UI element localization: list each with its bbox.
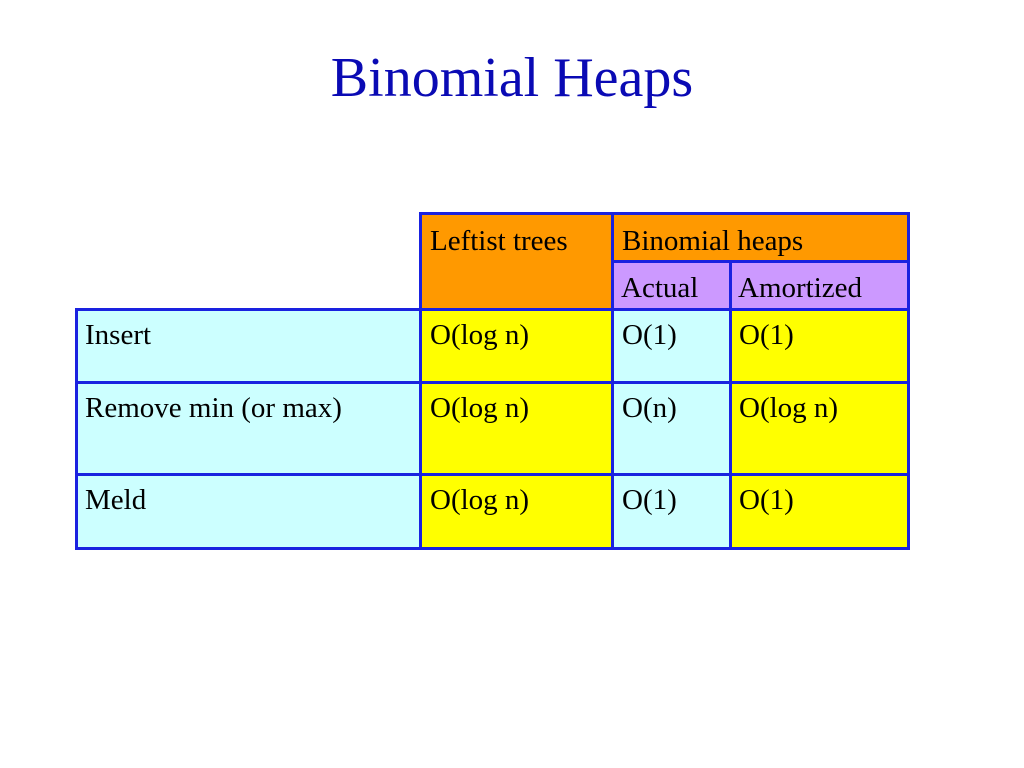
table-border — [419, 212, 910, 215]
table-border — [75, 473, 910, 476]
row-remove-min-op: Remove min (or max) — [76, 382, 421, 474]
header-amortized: Amortized — [730, 262, 908, 309]
row-insert-actual: O(1) — [613, 309, 730, 382]
table-border — [419, 212, 422, 311]
table-border — [419, 308, 422, 550]
table-border — [729, 260, 732, 550]
slide-title: Binomial Heaps — [330, 47, 694, 109]
row-insert-leftist: O(log n) — [421, 309, 613, 382]
row-remove-min-leftist: O(log n) — [421, 382, 613, 474]
header-leftist-trees: Leftist trees — [421, 213, 613, 309]
row-remove-min-actual: O(n) — [613, 382, 730, 474]
table-border — [611, 260, 910, 263]
row-meld-leftist: O(log n) — [421, 474, 613, 549]
table-border — [75, 547, 910, 550]
row-meld-op: Meld — [76, 474, 421, 549]
table-border — [75, 308, 78, 550]
row-insert-amortized: O(1) — [730, 309, 908, 382]
row-insert-op: Insert — [76, 309, 421, 382]
table-border — [75, 381, 910, 384]
table-border — [75, 308, 910, 311]
row-meld-amortized: O(1) — [730, 474, 908, 549]
row-meld-actual: O(1) — [613, 474, 730, 549]
header-actual: Actual — [613, 262, 730, 309]
header-binomial-heaps: Binomial heaps — [613, 213, 908, 262]
row-remove-min-amortized: O(log n) — [730, 382, 908, 474]
